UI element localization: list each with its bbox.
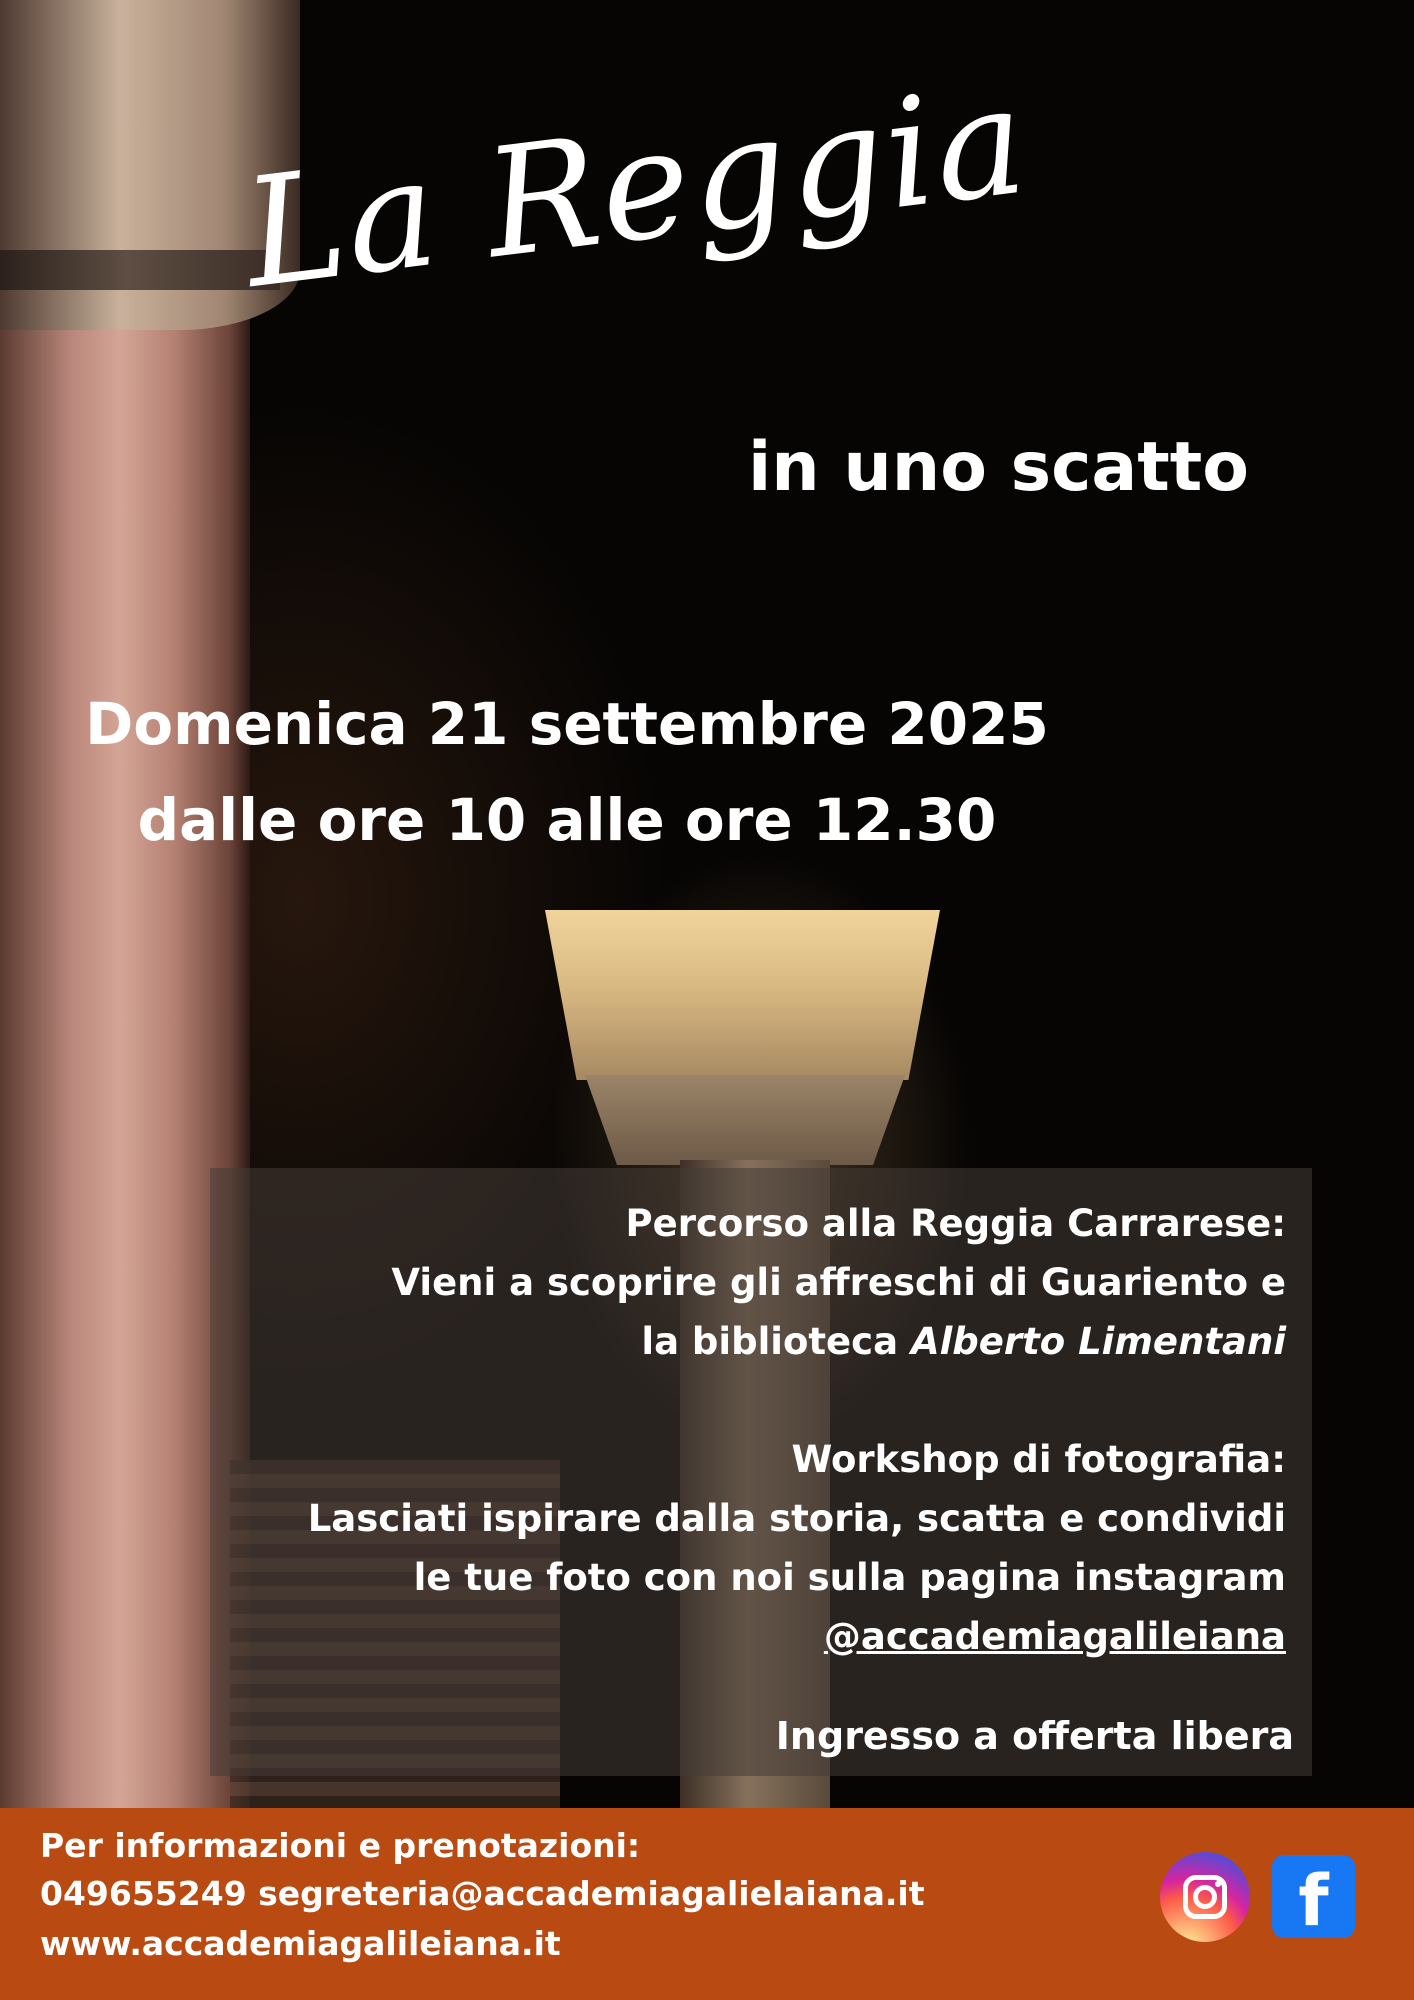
left-column-band-image [0, 250, 280, 290]
lit-capital-image [545, 910, 940, 1080]
poster-title: La Reggia [235, 53, 1037, 322]
footer-heading: Per informazioni e prenotazioni: [40, 1826, 641, 1865]
event-time: dalle ore 10 alle ore 12.30 [137, 786, 997, 854]
workshop-description-line2: le tue foto con noi sulla pagina instagram [413, 1556, 1286, 1599]
instagram-handle-link[interactable]: @accademiagalileiana [823, 1615, 1286, 1658]
poster-subtitle: in uno scatto [747, 428, 1249, 507]
instagram-dot-shape [1215, 1881, 1221, 1887]
admission-note: Ingresso a offerta libera [775, 1714, 1294, 1758]
tour-description-line2 [206, 1313, 1286, 1371]
tour-heading: Percorso alla Reggia Carrarese: [625, 1202, 1286, 1245]
tour-description-line1: Vieni a scoprire gli affreschi di Guariento e [391, 1261, 1286, 1304]
library-name: Alberto Limentani [910, 1320, 1286, 1363]
facebook-icon[interactable]: f [1272, 1855, 1355, 1938]
workshop-heading: Workshop di fotografia: [791, 1438, 1286, 1481]
event-date: Domenica 21 settembre 2025 [85, 690, 1049, 758]
instagram-icon[interactable] [1160, 1852, 1250, 1942]
tour-description-line2-text: la biblioteca [641, 1320, 911, 1363]
footer-contacts: 049655249 segreteria@accademiagalielaiana.it [40, 1874, 925, 1913]
instagram-handle-wrap [206, 1608, 1286, 1666]
instagram-lens-shape [1193, 1885, 1217, 1909]
footer-website[interactable]: www.accademiagalileiana.it [40, 1924, 561, 1963]
workshop-description-line1: Lasciati ispirare dalla storia, scatta e condividi [307, 1497, 1286, 1540]
capital-lower-image [585, 1075, 905, 1165]
